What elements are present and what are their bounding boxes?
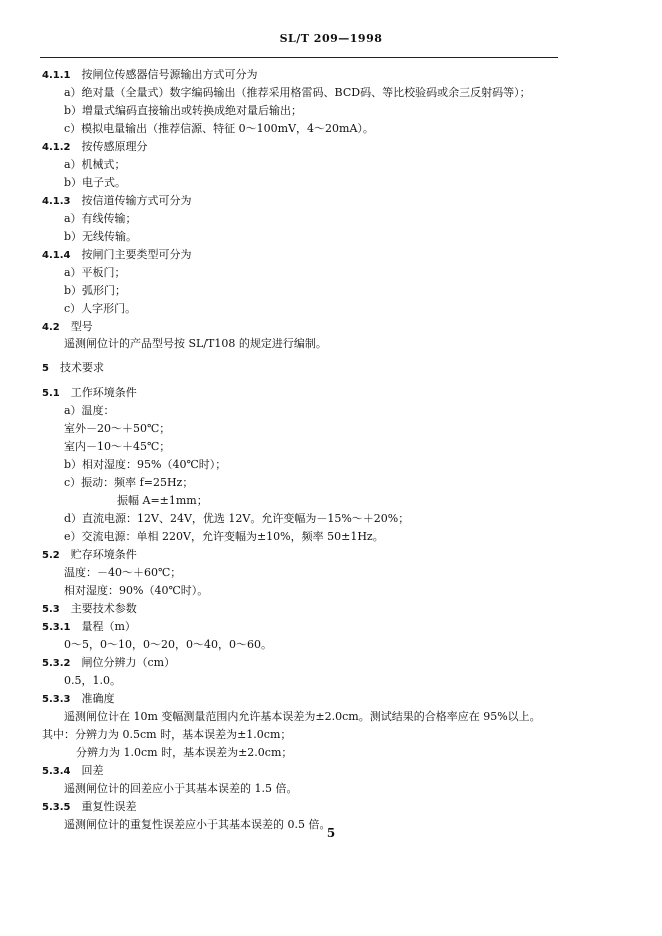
line-text: c）人字形门。 <box>64 302 137 315</box>
line-text: 主要技术参数 <box>70 602 137 615</box>
page-number: 5 <box>326 826 336 840</box>
clause-number: 5.3 <box>42 604 60 615</box>
line-text: b）无线传输。 <box>64 230 138 243</box>
line-text: 分辨力为 1.0cm 时，基本误差为±2.0cm； <box>76 746 293 759</box>
clause-heading <box>42 247 191 264</box>
line-text: b）弧形门； <box>64 284 127 297</box>
text-line <box>64 265 126 281</box>
line-text: 遥测闸位计的产品型号按 SL/T108 的规定进行编制。 <box>64 337 327 350</box>
clause-heading <box>42 193 191 210</box>
text-line <box>64 439 170 455</box>
text-line <box>64 157 126 173</box>
clause-number: 4.1.2 <box>42 142 71 153</box>
text-line <box>64 565 181 581</box>
line-text: 贮存环境条件 <box>70 548 137 561</box>
line-text: a）有线传输； <box>64 212 137 225</box>
line-text: 工作环境条件 <box>70 386 137 399</box>
clause-heading <box>42 547 137 564</box>
line-text: a）机械式； <box>64 158 126 171</box>
clause-number: 5.3.4 <box>42 766 71 777</box>
text-line <box>64 301 136 317</box>
clause-heading <box>42 385 137 402</box>
clause-heading <box>42 601 137 618</box>
clause-number: 5.3.3 <box>42 694 71 705</box>
text-line <box>64 103 302 119</box>
text-line <box>64 175 126 191</box>
clause-number: 5.3.5 <box>42 802 71 813</box>
line-text: 遥测闸位计的回差应小于其基本误差的 1.5 倍。 <box>64 782 298 795</box>
clause-heading <box>42 360 104 377</box>
text-line <box>64 529 384 545</box>
clause-heading <box>42 763 103 780</box>
clause-number: 4.1.1 <box>42 70 71 81</box>
text-line <box>64 781 298 797</box>
text-line <box>117 493 208 509</box>
clause-number: 5 <box>42 363 49 374</box>
text-line <box>64 637 272 653</box>
clause-number: 4.2 <box>42 322 60 333</box>
header-rule <box>40 57 558 58</box>
text-line <box>64 85 531 101</box>
line-text: 温度：－40～＋60℃； <box>64 566 182 579</box>
line-text: a）绝对量（全量式）数字编码输出（推荐采用格雷码、BCD码、等比校验码或余三反射码等）； <box>64 86 531 99</box>
clause-heading <box>42 67 257 84</box>
line-text: 技术要求 <box>59 361 104 374</box>
text-line <box>64 121 374 137</box>
line-text: b）电子式。 <box>64 176 127 189</box>
clause-heading <box>42 319 93 336</box>
line-text: 遥测闸位计在 10m 变幅测量范围内允许基本误差为±2.0cm。测试结果的合格率应在 95%以上。 <box>64 710 541 723</box>
text-line <box>64 229 137 245</box>
clause-heading <box>42 139 147 156</box>
clause-number: 5.3.1 <box>42 622 71 633</box>
page-header: SL/T 209—1998 <box>279 32 383 45</box>
text-line <box>64 283 126 299</box>
line-text: 室外－20～＋50℃； <box>64 422 171 435</box>
text-line <box>76 745 292 761</box>
line-text: c）振动：频率 f=25Hz； <box>64 476 194 489</box>
line-text: 0～5，0～10，0～20，0～40，0～60。 <box>64 638 272 651</box>
line-text: 闸位分辨力（cm） <box>81 656 176 669</box>
clause-heading <box>42 655 175 672</box>
line-text: 型号 <box>70 320 93 333</box>
clause-heading <box>42 691 114 708</box>
line-text: 回差 <box>81 764 104 777</box>
clause-number: 5.3.2 <box>42 658 71 669</box>
clause-heading <box>42 619 136 636</box>
text-line <box>42 727 291 743</box>
line-text: 准确度 <box>81 692 115 705</box>
line-text: d）直流电源：12V、24V，优选 12V。允许变幅为－15%～＋20%； <box>64 512 410 525</box>
line-text: 相对湿度：90%（40℃时）。 <box>64 584 209 597</box>
text-line <box>64 583 208 599</box>
line-text: a）平板门； <box>64 266 126 279</box>
clause-number: 4.1.4 <box>42 250 71 261</box>
line-text: a）温度： <box>64 404 115 417</box>
text-line <box>64 475 193 491</box>
line-text: 遥测闸位计的重复性误差应小于其基本误差的 0.5 倍。 <box>64 818 331 831</box>
clause-heading <box>42 799 136 816</box>
line-text: 振幅 A=±1mm； <box>117 494 208 507</box>
line-text: 其中：分辨力为 0.5cm 时，基本误差为±1.0cm； <box>42 728 292 741</box>
text-line <box>64 211 137 227</box>
text-line <box>64 673 121 689</box>
clause-number: 5.2 <box>42 550 60 561</box>
text-line <box>64 511 409 527</box>
text-line <box>64 709 541 725</box>
line-text: 按信道传输方式可分为 <box>81 194 192 207</box>
line-text: 按闸门主要类型可分为 <box>81 248 192 261</box>
line-text: 按传感原理分 <box>81 140 148 153</box>
line-text: e）交流电源：单相 220V，允许变幅为±10%，频率 50±1Hz。 <box>64 530 384 543</box>
clause-number: 5.1 <box>42 388 60 399</box>
line-text: 按闸位传感器信号源输出方式可分为 <box>81 68 258 81</box>
line-text: 0.5，1.0。 <box>64 674 121 687</box>
text-line <box>64 457 226 473</box>
text-line <box>64 336 327 352</box>
line-text: 室内－10～＋45℃； <box>64 440 171 453</box>
text-line <box>64 403 115 419</box>
clause-number: 4.1.3 <box>42 196 71 207</box>
line-text: 量程（m） <box>81 620 136 633</box>
line-text: c）模拟电量输出（推荐信源、特征 0～100mV，4～20mA）。 <box>64 122 374 135</box>
line-text: b）相对湿度：95%（40℃时）； <box>64 458 227 471</box>
text-line <box>64 421 170 437</box>
line-text: b）增量式编码直接输出或转换成绝对量后输出； <box>64 104 303 117</box>
line-text: 重复性误差 <box>81 800 137 813</box>
